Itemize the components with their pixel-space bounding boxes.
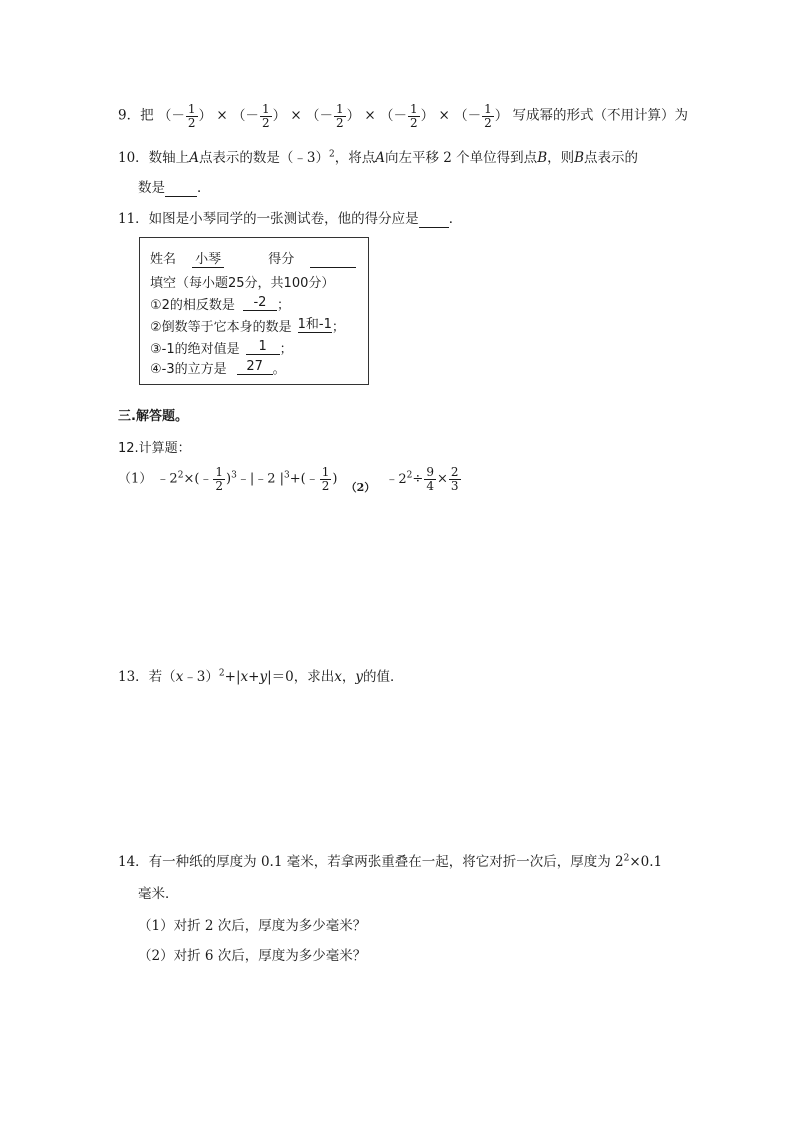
factor-5: （－ $\frac{1}{2}$ ） bbox=[454, 102, 509, 130]
test-item-4: ④-3的立方是 27 。 bbox=[150, 359, 286, 377]
question-12-expressions: （1） $﹣2^2\times(﹣$ $\frac{1}{2}$ )$^3$﹣|﹣2 $|^3+(﹣$ $\frac{1}{2}$ ) $_{(2)}$ $﹣2^2\div$ $\frac{9}{4}$ × $\frac{2}{3}$ bbox=[118, 465, 459, 494]
test-item-1: ①2的相反数是 -2 ； bbox=[150, 295, 290, 313]
question-12-title: 12.计算题： bbox=[118, 441, 191, 456]
section-3-heading: 三.解答题。 bbox=[118, 409, 188, 424]
test-paper-figure bbox=[139, 237, 369, 385]
question-14-line-2: 毫米． bbox=[138, 886, 179, 902]
factor-1: （－ $\frac{1}{2}$ ） bbox=[157, 102, 213, 130]
name-value: 小琴 bbox=[192, 248, 224, 268]
times-sign: × bbox=[216, 107, 228, 124]
factor-2: （－ $\frac{1}{2}$ ） bbox=[231, 102, 287, 130]
question-14-line-1: 14．有一种纸的厚度为 0.1 毫米，若拿两张重叠在一起，将它对折一次后，厚度为 $2^2\times 0.1$ bbox=[118, 853, 663, 870]
question-9-suffix: 写成幂的形式（不用计算）为 bbox=[512, 107, 689, 124]
test-item-3: ③-1的绝对值是 1 ； bbox=[150, 339, 293, 357]
test-paper-header bbox=[150, 248, 356, 268]
answer-blank[interactable] bbox=[165, 180, 197, 197]
question-9 bbox=[118, 103, 688, 129]
times-sign: × bbox=[364, 107, 376, 124]
times-sign: × bbox=[290, 107, 302, 124]
question-11: 11．如图是小琴同学的一张测试卷，他的得分应是 ． bbox=[118, 211, 463, 227]
question-10-line-1: 10．数轴上A点表示的数是（﹣3）$^2$，将点A向左平移 2 个单位得到点B，则B点表示的 bbox=[118, 149, 639, 166]
part-1-label: （1） bbox=[118, 471, 153, 487]
part-2-label: （2） bbox=[345, 480, 376, 494]
score-blank bbox=[310, 252, 356, 268]
times-sign: × bbox=[438, 107, 450, 124]
name-label: 姓名 bbox=[150, 252, 177, 267]
question-14-sub-2: （2）对折 6 次后，厚度为多少毫米？ bbox=[138, 948, 367, 964]
question-13: 13．若（x﹣3）$^2$+|x+y|＝0，求出x，y的值． bbox=[118, 668, 404, 685]
test-item-2: ②倒数等于它本身的数是 1和-1； bbox=[150, 316, 345, 336]
answer-blank[interactable] bbox=[419, 211, 449, 228]
question-14-sub-1: （1）对折 2 次后，厚度为多少毫米？ bbox=[138, 918, 367, 934]
factor-3: （－ $\frac{1}{2}$ ） bbox=[305, 102, 361, 130]
question-10-line-2: 数是 ． bbox=[138, 180, 211, 196]
test-paper-instructions: 填空（每小题25分，共100分） bbox=[150, 276, 335, 291]
score-label: 得分 bbox=[268, 252, 295, 267]
factor-4: （－ $\frac{1}{2}$ ） bbox=[380, 102, 435, 130]
question-9-number: 9．把 bbox=[118, 107, 154, 124]
